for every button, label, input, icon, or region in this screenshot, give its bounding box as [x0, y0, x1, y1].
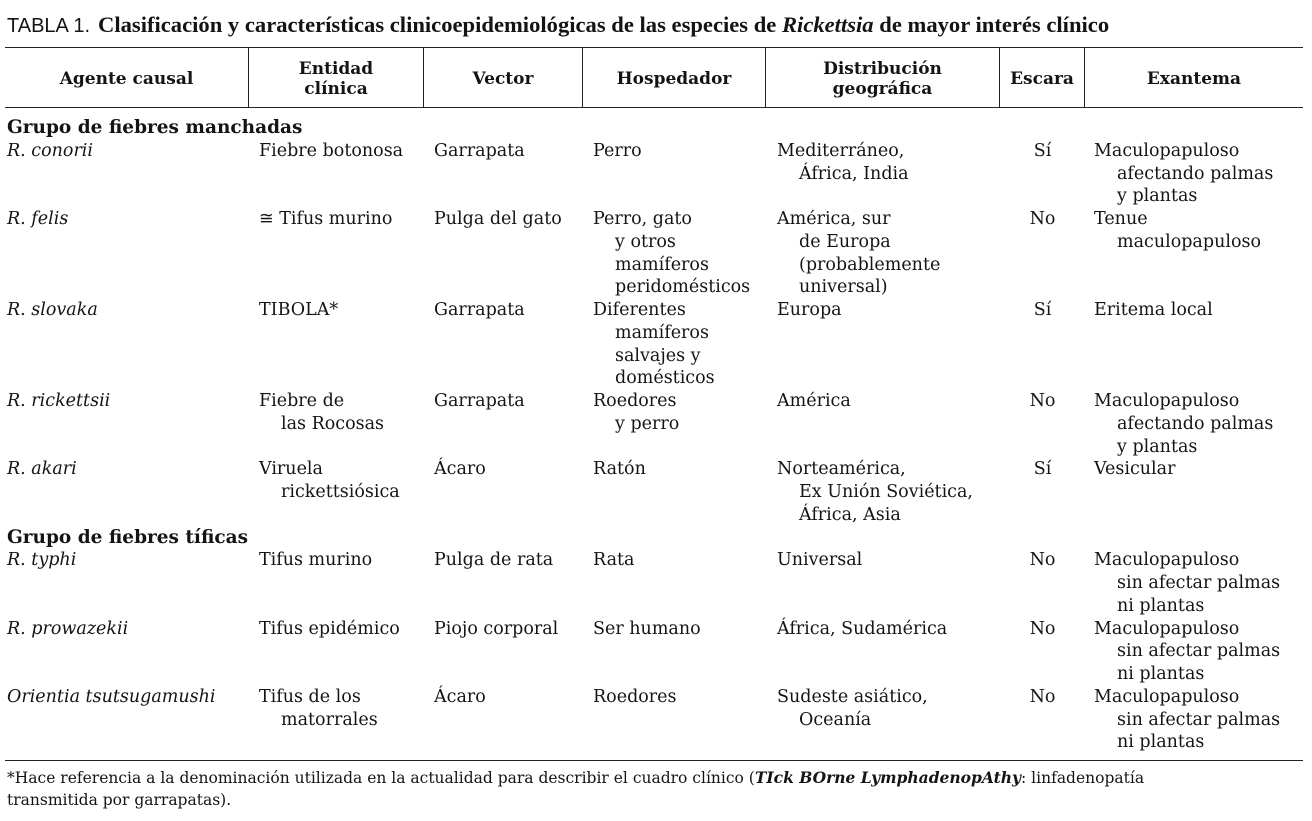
- cell-eschar: [1000, 618, 1085, 686]
- footnote-acronym: TIck BOrne LymphadenopAthy: [754, 768, 1022, 787]
- cell-entity: [249, 299, 424, 390]
- cell-distribution: [766, 390, 1000, 458]
- cell-agent: [5, 208, 249, 299]
- table-header: [5, 48, 1303, 108]
- footnote-text: *Hace referencia a la denominación utilizada en la actualidad para describir el cuadro clínico (: [7, 769, 755, 787]
- cell-line: y otros: [615, 231, 676, 252]
- cell-line: No: [1029, 686, 1056, 707]
- cell-line: Maculopapuloso: [1094, 140, 1240, 161]
- cell-line: salvajes y: [615, 345, 701, 366]
- cell-line: R. prowazekii: [7, 618, 129, 639]
- cell-line: África, Sudamérica: [777, 618, 948, 639]
- cell-distribution: [766, 686, 1000, 754]
- cell-line: Pulga de rata: [434, 550, 554, 571]
- table-row: [5, 390, 1303, 458]
- cell-line: Sudeste asiático,: [777, 686, 928, 707]
- cell-line: Pulga del gato: [434, 209, 562, 229]
- cell-line: Maculopapuloso: [1094, 686, 1240, 707]
- cell-line: Tifus de los: [259, 686, 361, 707]
- cell-line: Garrapata: [434, 300, 525, 320]
- cell-distribution: [766, 549, 1000, 617]
- cell-vector: [424, 549, 583, 617]
- cell-agent: [5, 618, 249, 686]
- cell-entity: [249, 458, 424, 526]
- cell-rash: [1085, 390, 1303, 458]
- cell-vector: [424, 299, 583, 390]
- cell-distribution: [766, 618, 1000, 686]
- group-label: Grupo de fiebres tíficas: [7, 526, 249, 548]
- cell-line: maculopapuloso: [1117, 231, 1261, 252]
- header-line: clínica: [304, 79, 368, 99]
- cell-line: Europa: [777, 300, 842, 320]
- cell-line: Tifus epidémico: [259, 618, 400, 639]
- rickettsia-table: [5, 47, 1303, 761]
- cell-agent: [5, 458, 249, 526]
- cell-line: Sí: [1033, 459, 1052, 480]
- cell-line: R. typhi: [7, 550, 77, 571]
- cell-agent: [5, 390, 249, 458]
- header-line: geográfica: [832, 79, 933, 99]
- cell-distribution: [766, 458, 1000, 526]
- cell-rash: [1085, 140, 1303, 208]
- cell-line: Eritema local: [1094, 300, 1213, 320]
- cell-entity: [249, 140, 424, 208]
- table-row: [5, 618, 1303, 686]
- cell-vector: [424, 618, 583, 686]
- cell-vector: [424, 140, 583, 208]
- table-row: [5, 458, 1303, 526]
- cell-line: Viruela: [259, 459, 323, 480]
- cell-distribution: [766, 140, 1000, 208]
- header-line: Entidad: [298, 59, 374, 79]
- cell-line: las Rocosas: [281, 413, 385, 434]
- cell-line: universal): [799, 277, 888, 298]
- cell-agent: [5, 299, 249, 390]
- cell-line: No: [1029, 391, 1056, 411]
- cell-host: [583, 299, 766, 390]
- header-line: Exantema: [1146, 69, 1242, 89]
- cell-line: Sí: [1033, 140, 1052, 161]
- cell-line: R. felis: [7, 209, 69, 229]
- cell-line: Ex Unión Soviética,: [799, 482, 973, 502]
- cell-line: Fiebre botonosa: [259, 140, 404, 161]
- column-header-eschar: [1000, 48, 1085, 107]
- cell-line: No: [1029, 618, 1056, 639]
- cell-line: sin afectar palmas: [1117, 641, 1281, 662]
- cell-line: Ser humano: [593, 618, 701, 639]
- cell-host: [583, 390, 766, 458]
- cell-line: ni plantas: [1117, 664, 1205, 684]
- cell-line: Garrapata: [434, 391, 525, 411]
- cell-line: Roedores: [593, 391, 677, 411]
- cell-distribution: [766, 208, 1000, 299]
- cell-line: matorrales: [281, 709, 378, 730]
- cell-line: Perro, gato: [593, 209, 692, 229]
- cell-line: No: [1029, 209, 1056, 229]
- header-line: Distribución: [823, 59, 942, 79]
- cell-line: Oceanía: [799, 709, 872, 730]
- cell-line: mamíferos: [615, 254, 709, 275]
- cell-eschar: [1000, 208, 1085, 299]
- cell-entity: [249, 686, 424, 754]
- cell-line: mamíferos: [615, 322, 709, 343]
- cell-line: Ácaro: [434, 686, 486, 707]
- cell-line: Maculopapuloso: [1094, 618, 1240, 639]
- column-header-host: [583, 48, 766, 107]
- table-caption: [7, 11, 1109, 39]
- cell-eschar: [1000, 140, 1085, 208]
- title-genus: Rickettsia: [781, 12, 874, 37]
- cell-agent: [5, 140, 249, 208]
- cell-eschar: [1000, 458, 1085, 526]
- cell-rash: [1085, 208, 1303, 299]
- cell-line: R. slovaka: [7, 300, 98, 320]
- cell-host: [583, 618, 766, 686]
- cell-line: África, India: [799, 163, 909, 184]
- cell-line: Garrapata: [434, 140, 525, 161]
- cell-rash: [1085, 299, 1303, 390]
- table-row: [5, 140, 1303, 208]
- cell-rash: [1085, 458, 1303, 526]
- cell-line: sin afectar palmas: [1117, 709, 1281, 730]
- cell-line: (probablemente: [799, 254, 941, 275]
- cell-rash: [1085, 686, 1303, 754]
- cell-line: peridomésticos: [615, 277, 751, 298]
- cell-line: Rata: [593, 550, 635, 571]
- cell-line: Orientia tsutsugamushi: [7, 686, 216, 707]
- cell-host: [583, 686, 766, 754]
- cell-line: Sí: [1033, 300, 1052, 320]
- column-header-distribution: [766, 48, 1000, 107]
- header-line: Agente causal: [59, 69, 194, 89]
- cell-line: TIBOLA*: [259, 300, 339, 320]
- cell-line: Diferentes: [593, 300, 686, 320]
- cell-host: [583, 458, 766, 526]
- cell-line: de Europa: [799, 231, 891, 252]
- cell-line: Vesicular: [1094, 459, 1176, 480]
- cell-line: R. conorii: [7, 140, 94, 161]
- cell-rash: [1085, 618, 1303, 686]
- header-line: Escara: [1010, 69, 1074, 89]
- cell-host: [583, 140, 766, 208]
- title-text-end: de mayor interés clínico: [873, 12, 1110, 37]
- cell-line: afectando palmas: [1117, 163, 1274, 184]
- header-line: Vector: [472, 69, 534, 89]
- cell-rash: [1085, 549, 1303, 617]
- cell-line: Tifus murino: [259, 550, 373, 571]
- cell-line: afectando palmas: [1117, 413, 1274, 434]
- cell-line: R. akari: [7, 459, 77, 480]
- cell-line: África, Asia: [799, 504, 901, 525]
- column-header-rash: [1085, 48, 1303, 107]
- cell-line: Mediterráneo,: [777, 140, 905, 161]
- cell-host: [583, 208, 766, 299]
- footnote-line: transmitida por garrapatas).: [7, 791, 232, 809]
- cell-line: domésticos: [615, 368, 715, 389]
- cell-line: Roedores: [593, 686, 677, 707]
- header-line: Hospedador: [616, 69, 732, 89]
- cell-vector: [424, 208, 583, 299]
- cell-line: ≅ Tifus murino: [259, 209, 393, 229]
- cell-line: y plantas: [1117, 436, 1198, 457]
- cell-line: rickettsiósica: [281, 482, 400, 502]
- cell-entity: [249, 208, 424, 299]
- column-header-entity: [249, 48, 424, 107]
- table-row: [5, 686, 1303, 754]
- cell-line: No: [1029, 550, 1056, 571]
- table-title: [98, 12, 1109, 37]
- cell-line: Ratón: [593, 459, 646, 480]
- cell-line: Maculopapuloso: [1094, 550, 1240, 571]
- cell-entity: [249, 549, 424, 617]
- cell-vector: [424, 390, 583, 458]
- table-footnote: [7, 767, 1144, 811]
- cell-line: Perro: [593, 140, 642, 161]
- cell-eschar: [1000, 686, 1085, 754]
- column-header-vector: [424, 48, 583, 107]
- group-label: Grupo de fiebres manchadas: [7, 117, 303, 138]
- table-row: [5, 549, 1303, 617]
- title-text: Clasificación y características clinicoepidemiológicas de las especies de: [98, 12, 782, 37]
- cell-line: y perro: [615, 413, 680, 434]
- cell-agent: [5, 549, 249, 617]
- cell-host: [583, 549, 766, 617]
- cell-line: Norteamérica,: [777, 459, 906, 480]
- table-row: [5, 208, 1303, 299]
- cell-agent: [5, 686, 249, 754]
- table-row: [5, 299, 1303, 390]
- cell-entity: [249, 390, 424, 458]
- cell-line: Tenue: [1094, 209, 1148, 229]
- column-header-agent: [5, 48, 249, 107]
- cell-line: Piojo corporal: [434, 618, 559, 639]
- table-body: [5, 108, 1303, 761]
- cell-vector: [424, 686, 583, 754]
- cell-eschar: [1000, 549, 1085, 617]
- cell-line: sin afectar palmas: [1117, 573, 1281, 593]
- cell-line: América: [777, 391, 851, 411]
- cell-line: R. rickettsii: [7, 391, 111, 411]
- table-number: TABLA 1.: [7, 15, 91, 37]
- cell-line: Ácaro: [434, 459, 486, 480]
- cell-line: ni plantas: [1117, 595, 1205, 616]
- cell-line: Universal: [777, 550, 863, 571]
- cell-distribution: [766, 299, 1000, 390]
- cell-line: y plantas: [1117, 186, 1198, 207]
- cell-vector: [424, 458, 583, 526]
- cell-entity: [249, 618, 424, 686]
- cell-line: Maculopapuloso: [1094, 391, 1240, 411]
- cell-eschar: [1000, 390, 1085, 458]
- cell-line: Fiebre de: [259, 391, 345, 411]
- footnote-text: : linfadenopatía: [1021, 769, 1145, 787]
- cell-line: ni plantas: [1117, 732, 1205, 753]
- cell-eschar: [1000, 299, 1085, 390]
- footnote-line: [7, 767, 1144, 789]
- cell-line: América, sur: [777, 209, 891, 229]
